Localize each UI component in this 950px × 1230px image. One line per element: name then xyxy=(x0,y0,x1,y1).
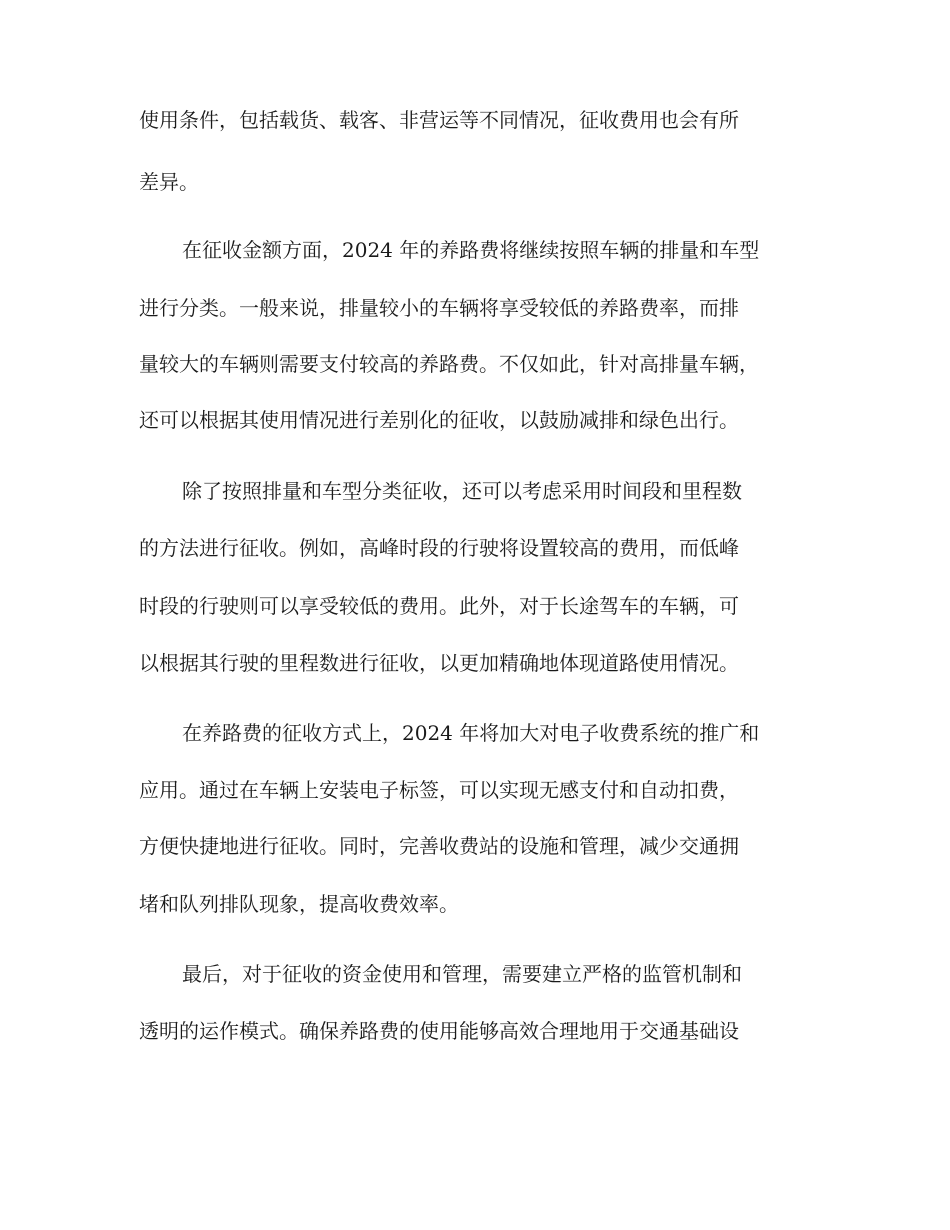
text-line: 以根据其行驶的里程数进行征收，以更加精确地体现道路使用情况。 xyxy=(139,651,739,675)
paragraph-first-line: 最后，对于征收的资金使用和管理，需要建立严格的监管机制和 xyxy=(182,962,742,986)
text-line: 还可以根据其使用情况进行差别化的征收，以鼓励减排和绿色出行。 xyxy=(139,408,739,432)
text-line: 进行分类。一般来说，排量较小的车辆将享受较低的养路费率，而排 xyxy=(139,296,739,320)
text-line: 透明的运作模式。确保养路费的使用能够高效合理地用于交通基础设 xyxy=(139,1019,739,1043)
text-line: 堵和队列排队现象，提高收费效率。 xyxy=(139,892,459,916)
paragraph-first-line: 在征收金额方面，2024 年的养路费将继续按照车辆的排量和车型 xyxy=(182,238,760,262)
text-line: 量较大的车辆则需要支付较高的养路费。不仅如此，针对高排量车辆， xyxy=(139,352,759,376)
text-line: 方便快捷地进行征收。同时，完善收费站的设施和管理，减少交通拥 xyxy=(139,834,739,858)
paragraph-first-line: 在养路费的征收方式上，2024 年将加大对电子收费系统的推广和 xyxy=(182,721,760,745)
text-line: 差异。 xyxy=(139,170,199,194)
text-line: 的方法进行征收。例如，高峰时段的行驶将设置较高的费用，而低峰 xyxy=(139,536,739,560)
text-line: 使用条件，包括载货、载客、非营运等不同情况，征收费用也会有所 xyxy=(139,108,739,132)
text-line: 时段的行驶则可以享受较低的费用。此外，对于长途驾车的车辆，可 xyxy=(139,594,739,618)
text-line: 应用。通过在车辆上安装电子标签，可以实现无感支付和自动扣费， xyxy=(139,778,739,802)
paragraph-first-line: 除了按照排量和车型分类征收，还可以考虑采用时间段和里程数 xyxy=(182,479,742,503)
